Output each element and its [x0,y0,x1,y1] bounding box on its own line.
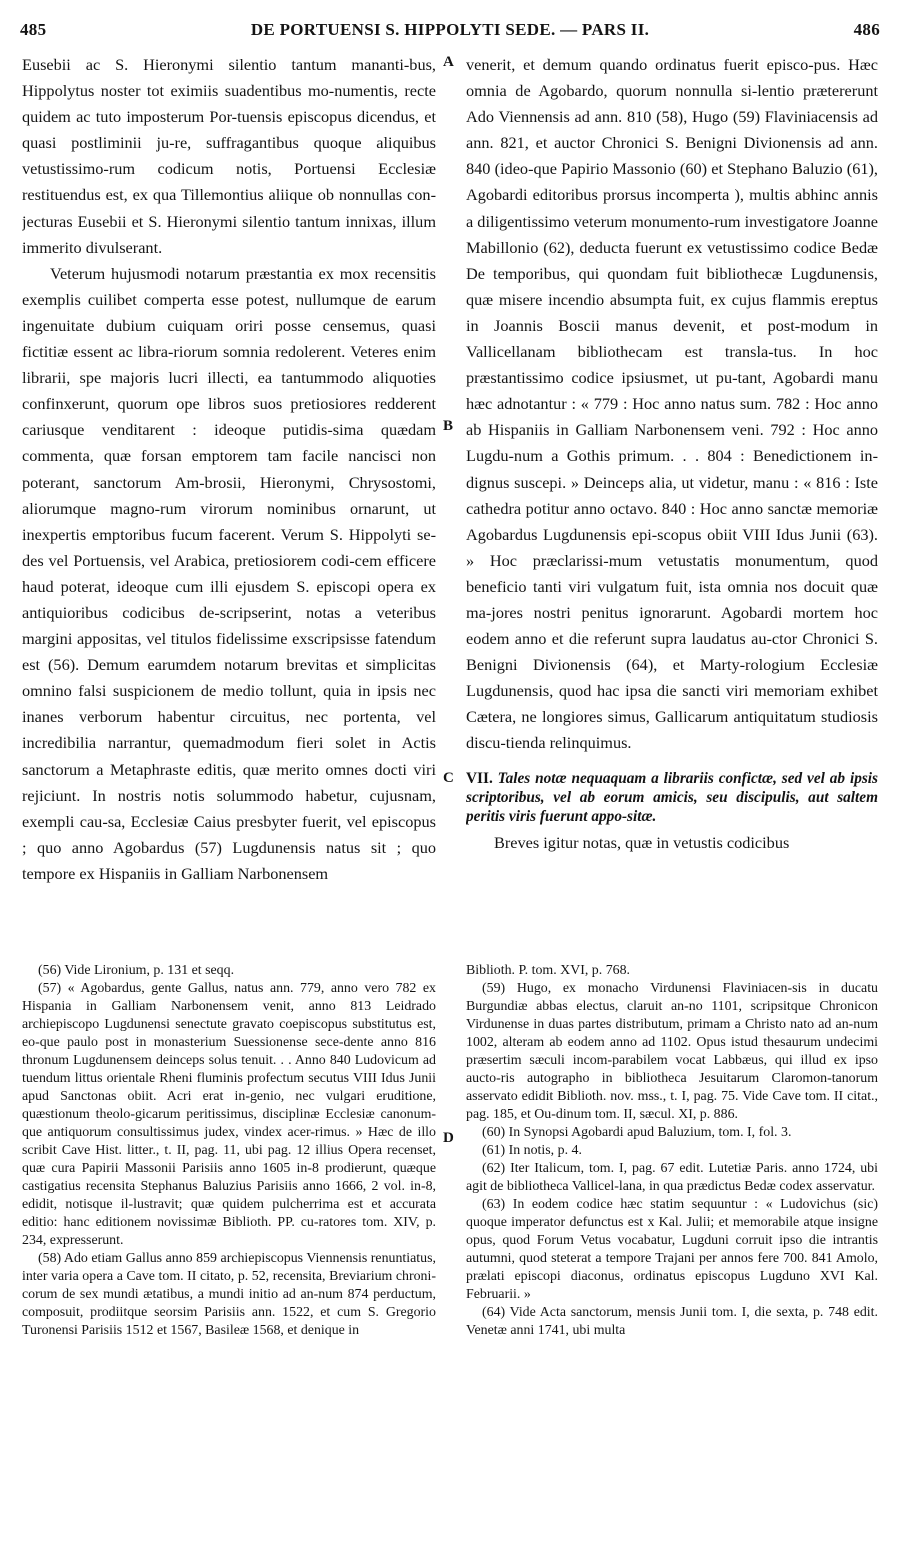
footnote: (56) Vide Lironium, p. 131 et seqq. [38,963,235,978]
section-heading [466,769,878,826]
paragraph: Eusebii ac S. Hieronymi silentio tantum mananti-bus, Hippolytus noster tot eximiis suadentibus mo-numentis, recte quidem ac tuto imposterum Por-tuensis episcopus dicendus, et quasi postliminii ju-re, suffragantibus quoque aliquibus vetustissimo-rum codicum notis, Portuensi Ecclesiæ restituendus est, ex qua Tillemontius aliique ob nonnullas con-jecturas Eusebii et S. Hieronymi silentio tantum innixas, illum immerito divulserant. [22,55,436,257]
page-number-right: 486 [853,20,880,39]
footnote: (61) In notis, p. 4. [482,1143,582,1158]
footnote: (62) Iter Italicum, tom. I, pag. 67 edit. Lutetiæ Paris. anno 1724, ubi agit de bibliotheca Vallicel-lana, in qua prædictus Bedæ codex asservatur. [466,1161,878,1194]
running-title: DE PORTUENSI S. HIPPOLYTI SEDE. — PARS II. [250,20,650,39]
footnote: (59) Hugo, ex monacho Virdunensi Flaviniacen-sis in ducatu Burgundiæ abbas electus, claruit an-no 1101, scripsitque Chronicon Virdunense in duas partes distributum, primam a Christo nato ad an-num 1002, alteram ab eodem anno ad 1102. Opus istud thesaurum undecimi præsertim sæculi incom-parabilem vocat Labbæus, qui illud ex ipso aucto-ris autographo in bibliotheca Jesuitarum Claromon-tanorum asservato edidit Biblioth. nov. mss., t. I, pag. 75. Vide Cave tom. II citat., pag. 185, et Ou-dinum tom. II, sæcul. XI, p. 886. [466,981,878,1122]
margin-letter-a: A [443,54,454,70]
margin-letter-d: D [443,1130,454,1146]
footnote: (64) Vide Acta sanctorum, mensis Junii tom. I, die sexta, p. 748 edit. Venetæ anni 1741, ubi multa [466,1305,878,1338]
right-footnotes [466,962,878,1562]
margin-letter-b: B [443,418,454,434]
page-number-left: 485 [20,20,47,39]
running-header [20,20,880,42]
footnote: (60) In Synopsi Agobardi apud Baluzium, tom. I, fol. 3. [482,1125,792,1140]
left-main-column [22,52,436,947]
left-footnotes [22,962,436,1562]
section-number: VII. [466,769,493,787]
paragraph: Veterum hujusmodi notarum præstantia ex mox recensitis exemplis cuilibet comperta esse potest, nullumque de earum ingenuitate dubium cuiquam oriri posse censemus, quasi fictitiæ essent ac libra-riorum somnia redolerent. Veteres enim librarii, spe majoris lucri illecti, ea tantummodo aliquoties confinxerunt, quorum ope libros suos pretiosiores redderent cariusque venditarent : ideoque putidis-sima quædam commenta, quæ forsan emptorem tam facile nancisci non poterant, sanctorum Am-brosii, Hieronymi, Chrysostomi, aliorumque magno-rum virorum nominibus ornarunt, ut inexpertis emptoribus fucum facerent. Verum S. Hippolyti se-des vel Portuensis, vel Arabica, pretiosiorem codi-cem efficere haud poterat, ideoque cum illi ejusdem S. episcopi opera ex antiquioribus codicibus de-scripserint, notas a veteribus margini appositas, vel titulos fidelissime exscripsisse fatendum est (56). Demum earumdem notarum brevitas et simplicitas omnino falsi suspicionem de medio tollunt, quia in ipsis nec inanes verborum habentur circuitus, nec portenta, vel incredibilia narrantur, quemadmodum fieri solet in Actis sanctorum a Metaphraste editis, quæ merito omnes docti viri rejiciunt. In nostris notis solummodo habetur, cujusnam, exempli cau-sa, Ecclesiæ Caius presbyter fuerit, vel episcopus ; quo anno Agobardus (57) Lugdunensis natus sit ; quo tempore ex Hispaniis in Galliam Narbonensem [22,263,436,883]
margin-letter-c: C [443,770,454,786]
footnote-continuation: Biblioth. P. tom. XVI, p. 768. [466,963,631,978]
paragraph: Breves igitur notas, quæ in vetustis codicibus [494,832,790,852]
footnote: (63) In eodem codice hæc statim sequuntur : « Ludovichus (sic) quoque imperator defunctus est x Kal. Julii; et memorabile atque insigne opus, quod Forum Vetus vocabatur, Lugduni corruit ipso die intrantis autumni, quod steterat a tempore Trajani per annos fere 700. 841 Amolo, prælati episcopi diaconus, ordinatus episcopus Lugduno XVI Kal. Februarii. » [466,1197,878,1302]
right-main-column [466,52,878,947]
footnote: (58) Ado etiam Gallus anno 859 archiepiscopus Viennensis renuntiatus, inter varia opera a Cave tom. II citato, p. 52, recensita, Breviarium chroni-corum de sex mundi ætatibus, a mundi initio ad an-num 874 perductum, composuit, prodiitque seorsim Parisiis ann. 1522, et cum S. Gregorio Turonensi Parisiis 1512 et 1567, Basileæ 1568, et denique in [22,1251,436,1338]
paragraph: venerit, et demum quando ordinatus fuerit episco-pus. Hæc omnia de Agobardo, quorum nonnulla si-lentio prætererunt Ado Viennensis ad ann. 810 (58), Hugo (59) Flaviniacensis ad ann. 821, et auctor Chronici S. Benigni Divionensis ad ann. 840 (ideo-que Papirio Massonio (60) et Stephano Baluzio (61), Agobardi editoribus prorsus incomperta ), multis abhinc annis a diligentissimo veterum monumento-rum investigatore Joanne Mabillonio (62), deducta fuerunt ex vetustissimo codice Bedæ De temporibus, qui quondam fuit bibliothecæ Lugdunensis, quæ misere incendio absumpta fuit, ex cujus flammis ereptus in Joannis Boscii manus devenit, et post-modum in Vallicellanam bibliothecam est transla-tus. In hoc præstantissimo codice ipsiusmet, ut pu-tant, Agobardi manu hæc adnotantur : « 779 : Hoc anno natus sum. 782 : Hoc anno ab Hispaniis in Galliam Narbonensem veni. 792 : Hoc anno Lugdu-num a Gothis primum. . . 804 : Benedictionem in-dignus suscepi. » Deinceps alia, ut videtur, manu : « 816 : Iste cathedra potitur anno octavo. 840 : Hoc anno sanctæ memoriæ Agobardus Lugdunensis epi-scopus obiit VIII Idus Junii (63). » Hoc præclarissi-mum vetustatis monumentum, quod beneficio tanti viri vulgatum fuit, ista omnia nos docuit quæ ma-jores nostri penitus ignorarunt. Agobardi mortem hoc eodem anno et die referunt supra laudatus au-ctor Chronici S. Benigni Divionensis (64), et Marty-rologium Ecclesiæ Lugdunensis, quod hac ipsa die sancti viri memoriam exhibet Cætera, ne longiores simus, Gallicarum antiquitatum studiosis discu-tienda relinquimus. [466,55,878,753]
footnote: (57) « Agobardus, gente Gallus, natus ann. 779, anno vero 782 ex Hispania in Galliam Narbonensem venit, anno 813 Leidrado archiepiscopo Lugdunensi senectute gravato coepiscopus substitutus est, eo-que paulo post in monasterium Suessionense sece-dente anno 816 thronum Lugdunensem deinceps solus tenuit. . . Anno 840 Ludovicum ad tuendum littus orientale Rheni fluminis profectum secutus VIII Idus Junii apud Sanctonas obiit. Acri erat in-genio, nec vulgari eruditione, quæstionum theolo-gicarum peritissimus, disciplinæ Ecclesiæ canonum-que antiquorum consultissimus judex, vindex acer-rimus. » Hæc de illo scribit Cave Hist. litter., t. II, pag. 11, ubi pag. 12 illius Opera recenset, quæ cura Papirii Massonii Parisiis anno 1605 in-8 prodierunt, quæque castigatius recensita Stephanus Baluzius Parisiis anno 1666, 2 vol. in-8, edidit, notisque il-lustravit; quæ quidem pulcherrima est et accurata editio: hanc editionem novissimæ Biblioth. PP. cu-ratores tom. XIV, p. 234, expresserunt. [22,981,436,1248]
section-title: Tales notæ nequaquam a librariis confictæ, sed vel ab ipsis scriptoribus, vel ab eorum amicis, seu discipulis, aut saltem peritis viris fuerunt appo-sitæ. [466,769,878,825]
